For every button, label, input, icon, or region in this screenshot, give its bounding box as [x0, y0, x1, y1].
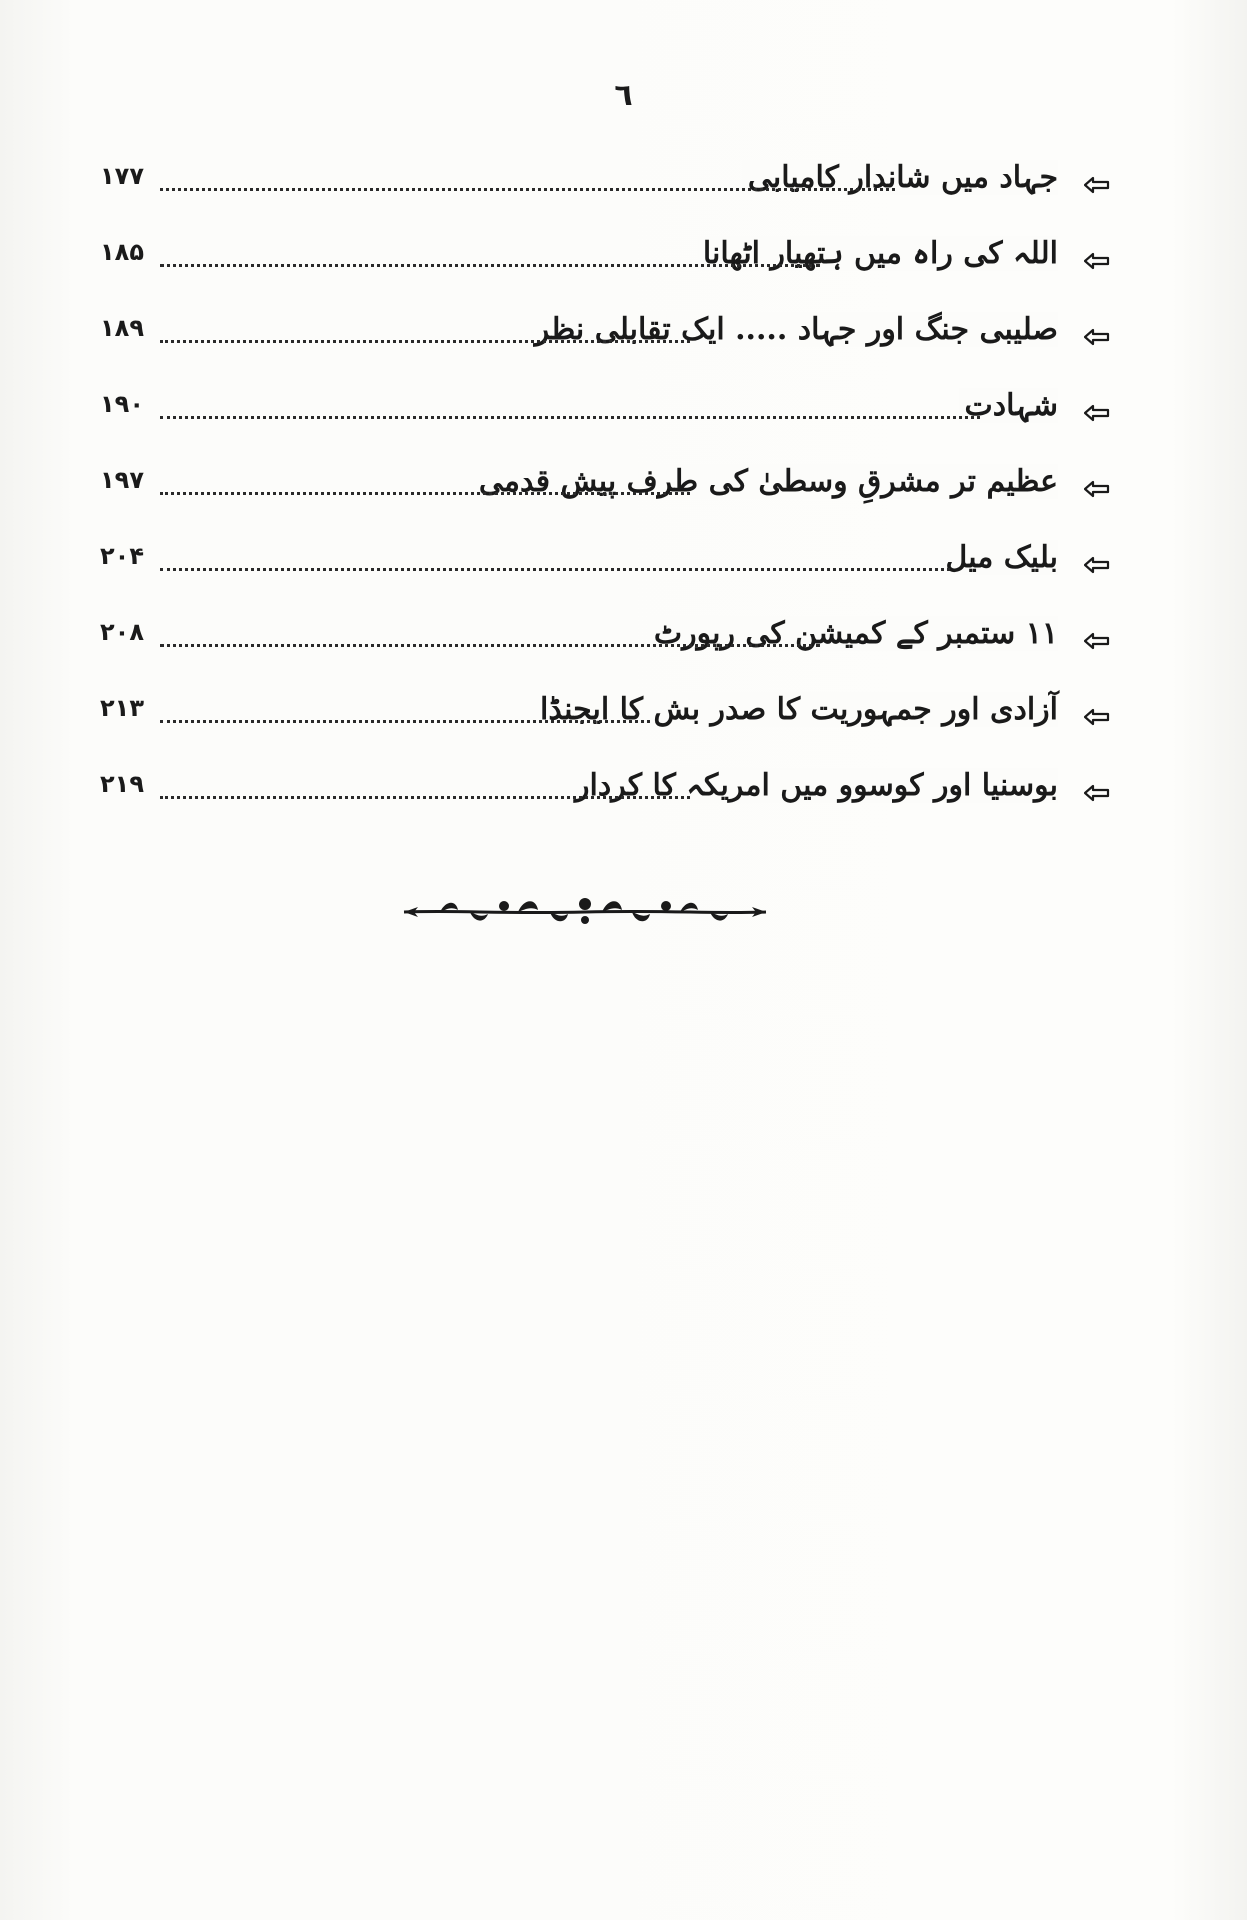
dot-leader: [160, 492, 690, 495]
toc-entry: [90, 530, 1110, 606]
toc-entry-title: عظیم تر مشرقِ وسطیٰ کی طرف پیش قدمی: [473, 464, 1058, 499]
floral-divider-icon: [400, 892, 770, 932]
toc-entry-title: آزادی اور جمہوریت کا صدر بش کا ایجنڈا: [534, 692, 1058, 727]
hand-pointer-icon: [1084, 478, 1110, 500]
toc-entry-page: ۱۸۹: [100, 314, 144, 342]
table-of-contents: [90, 150, 1110, 834]
hand-pointer-icon: [1084, 630, 1110, 652]
toc-entry-title: اللہ کی راہ میں ہتھیار اٹھانا: [697, 236, 1058, 271]
dot-leader: [160, 796, 690, 799]
hand-pointer-icon: [1084, 554, 1110, 576]
toc-entry-page: ۲۱۳: [100, 694, 144, 722]
dot-leader: [160, 340, 690, 343]
toc-entry: [90, 378, 1110, 454]
toc-entry-title: صلیبی جنگ اور جہاد ..... ایک تقابلی نظر: [529, 312, 1058, 347]
toc-entry: [90, 682, 1110, 758]
toc-entry: [90, 454, 1110, 530]
toc-entry: [90, 758, 1110, 834]
hand-pointer-icon: [1084, 706, 1110, 728]
hand-pointer-icon: [1084, 782, 1110, 804]
toc-entry-page: ۱۹۰: [100, 390, 144, 418]
toc-entry-title: جہاد میں شاندار کامیابی: [742, 160, 1058, 195]
toc-entry-page: ۱۷۷: [100, 162, 144, 190]
dot-leader: [160, 188, 895, 191]
toc-entry-title: شہادت: [959, 388, 1058, 423]
dot-leader: [160, 720, 650, 723]
toc-entry-title: بوسنیا اور کوسوو میں امریکہ کا کردار: [569, 768, 1058, 803]
hand-pointer-icon: [1084, 326, 1110, 348]
dot-leader: [160, 644, 820, 647]
toc-entry-page: ۲۱۹: [100, 770, 144, 798]
toc-entry-page: ۱۹۷: [100, 466, 144, 494]
toc-entry: [90, 606, 1110, 682]
toc-entry-page: ۲۰۴: [100, 542, 144, 570]
toc-entry-title: ۱۱ ستمبر کے کمیشن کی رپورٹ: [648, 616, 1058, 651]
hand-pointer-icon: [1084, 250, 1110, 272]
toc-entry-page: ۱۸۵: [100, 238, 144, 266]
hand-pointer-icon: [1084, 174, 1110, 196]
dot-leader: [160, 264, 820, 267]
toc-entry: [90, 150, 1110, 226]
hand-pointer-icon: [1084, 402, 1110, 424]
toc-entry: [90, 302, 1110, 378]
toc-entry-title: بلیک میل: [940, 540, 1058, 575]
dot-leader: [160, 416, 980, 419]
toc-entry: [90, 226, 1110, 302]
page-number: ٦: [614, 78, 633, 113]
toc-entry-page: ۲۰۸: [100, 618, 144, 646]
dot-leader: [160, 568, 950, 571]
